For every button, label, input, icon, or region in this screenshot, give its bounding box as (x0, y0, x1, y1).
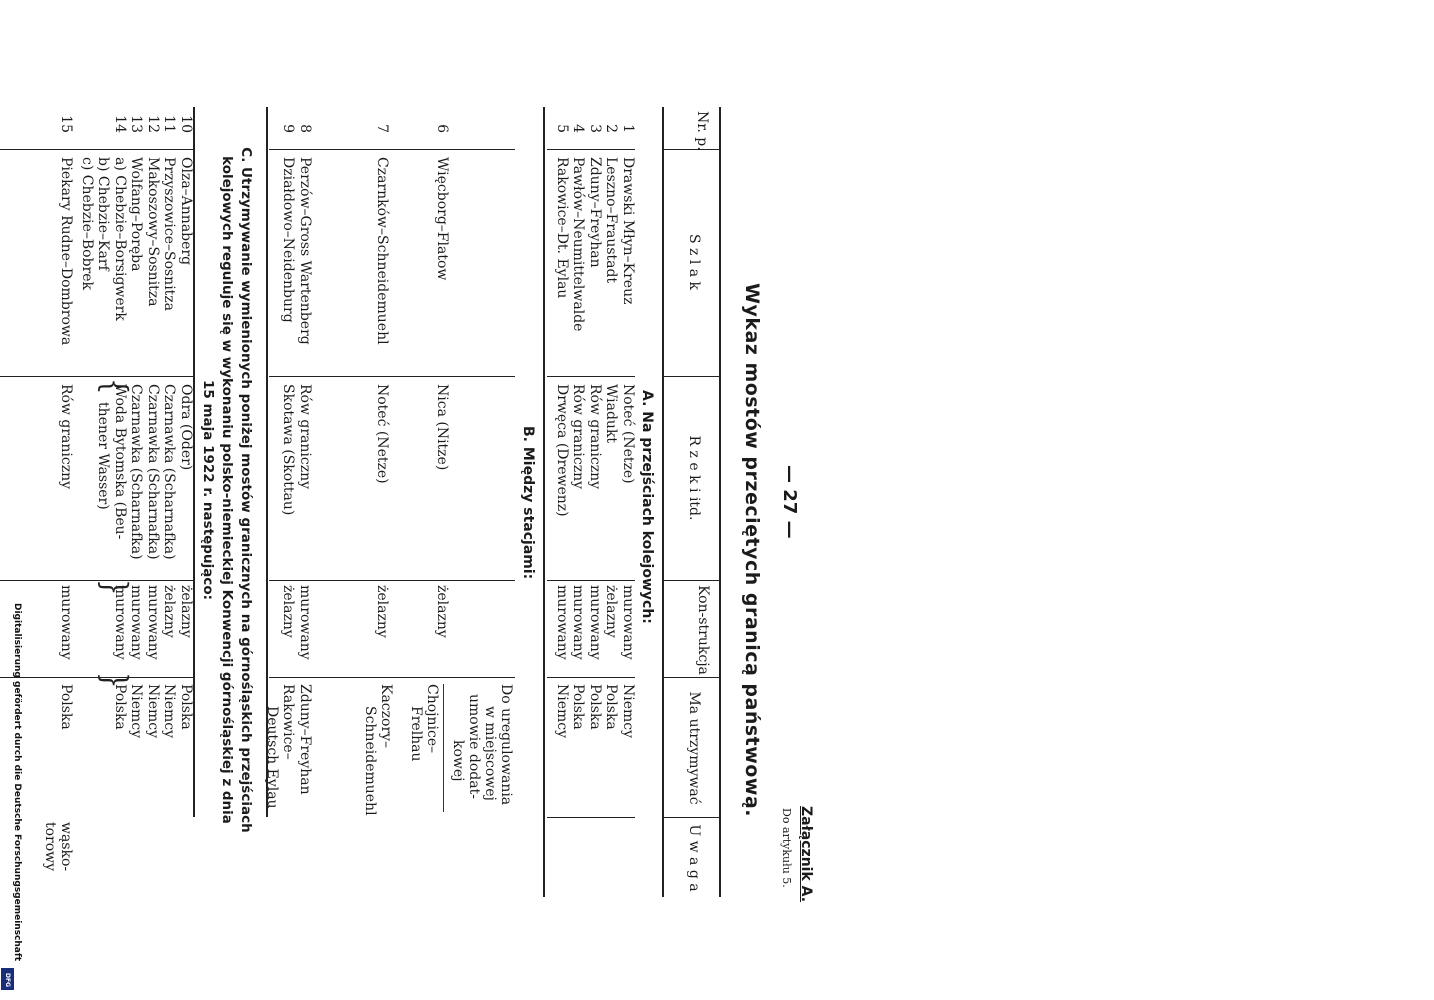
attachment-title: Załącznik A. (798, 806, 814, 903)
table-row: 1 2 3 4 5 (554, 124, 636, 133)
section-a-title: A. Na przejściach kolejowych: (639, 390, 655, 624)
table-row: 15 (58, 115, 74, 133)
section-a-rzeka-col: Noteć (Netze) Wiadukt Rów graniczny Rów graniczny Drwęca (Drewenz) (554, 384, 636, 517)
table-row: 7 (374, 124, 390, 133)
section-a-konstrukcja-col: murowany żelazny murowany murowany murowany (554, 585, 636, 660)
brace-icon: { (94, 378, 134, 395)
header-szlak: S z l a k (686, 233, 702, 291)
funding-note: Digitalisierung gefördert durch die Deutsche Forschungsgemeinschaft (12, 603, 22, 962)
section-a-bottom-rule (543, 107, 545, 897)
section-c-title: C. Utrzymywanie wymienionych poniżej mostów granicznych na górnośląskich przejściach kolejowych reguluje się w wykonaniu polsko-niemieckiej Konwencji górnośląskiej z dnia 15 maja 1922 r. następująco: (200, 147, 254, 833)
table-row: Więcborg–Flatow (434, 157, 450, 281)
header-rzeki: R z e k i itd. (686, 435, 702, 521)
header-utrzymywac: Ma utrzymywać (686, 691, 702, 805)
rotated-document: — 27 — Załącznik A. Do artykułu 5. Wykaz mostów przeciętych granicą państwową. Nr. p. S z l a k R z e k i itd. Kon-strukcja Ma utrzymywać U w a g a A. Na przejściach kolejowych: 1 2 3 4 5 Drawski Młyn–Kreuz Leszno–Fraustadt Zduny–Freyhan Pawłów–Neumittelwalde Rakowice–Dt. Eylau Noteć (Netze) Wiadukt Rów graniczny Rów graniczny Drwęca (Drewenz) murowany żelazny murowany murowany murowany Niemcy Polska Polska Polska Niemcy B. Między stacjami: Do uregulowania w miejscowej umowie dodat- kowej 6 Więcborg–Flatow Nica (Nitze) żelazny Chojnice– Frelhau 7 Czarnków–Schneidemuehl Noteć (Netze) żelazny Kaczory– Schneidemuehl 8 9 Perzów–Gross Wartenberg Działdowo–Neidenburg Rów graniczny Skotawa (Skottau) murowany żelazny Zduny–Freyhan Rakowice– Deutsch Eylau C. Utrzymywanie wymienionych poniżej mostów granicznych na górnośląskich przejściach kolejowych reguluje się w wykonaniu polsko-niemieckiej Konwencji górnośląskiej z dnia 15 maja 1922 r. następująco: 10 11 12 13 14 Olza–Annaberg Przyszowice–Sosnitza Makoszowy–Sosnitza Wolfang–Poręba a) Chebzie–Borsigwerk b) Chebzie–Karf c) Chebzie–Bobrek Odra (Oder) Czarnawka (Scharnafka) Czarnawka (Scharnafka) Czarnawka (Scharnafka) Woda Bytomska (Beu- thener Wasser) żelazny żelazny murowany murowany murowany Polska Niemcy Niemcy Niemcy Polska { } } 15 Piekary Rudne–Dombrowa Rów graniczny murowany Polska wąsko- torowy (0, 0, 834, 1000)
section-a-szlak-col: Drawski Młyn–Kreuz Leszno–Fraustadt Zduny–Freyhan Pawłów–Neumittelwalde Rakowice–Dt. Eylau (554, 157, 636, 332)
section-b-bottom-rule (266, 107, 268, 817)
document-title: Wykaz mostów przeciętych granicą państwową. (741, 283, 763, 817)
section-b-title: B. Między stacjami: (520, 426, 536, 580)
brace-icon: } (94, 672, 134, 689)
page-number: — 27 — (779, 465, 800, 539)
header-konstrukcja: Kon-strukcja (695, 585, 711, 675)
table-top-rule (719, 107, 721, 897)
section-c-utrzymywac-col: Polska Niemcy Niemcy Niemcy Polska (112, 684, 194, 739)
dfg-logo: DFG (1, 968, 14, 990)
row15-uwaga: wąsko- torowy (42, 822, 74, 872)
header-nr: Nr. p. (694, 111, 710, 151)
table-row: 8 9 (280, 124, 313, 133)
brace-icon: } (94, 579, 134, 596)
section-a-utrzymywac-col: Niemcy Polska Polska Polska Niemcy (554, 684, 636, 739)
section-b-note: Do uregulowania w miejscowej umowie dodat- kowej (450, 684, 514, 806)
section-c-szlak-col: Olza–Annaberg Przyszowice–Sosnitza Makoszowy–Sosnitza Wolfang–Poręba a) Chebzie–Borsigwerk b) Chebzie–Karf c) Chebzie–Bobrek (79, 157, 194, 321)
header-uwaga: U w a g a (686, 824, 702, 892)
section-c-rzeka-col: Odra (Oder) Czarnawka (Scharnafka) Czarnawka (Scharnafka) Czarnawka (Scharnafka) Woda Bytomska (Beu- thener Wasser) (95, 384, 194, 560)
attachment-subtitle: Do artykułu 5. (780, 808, 793, 888)
section-c-konstrukcja-col: żelazny żelazny murowany murowany murowany (112, 585, 194, 660)
table-row: 6 (434, 124, 450, 133)
table-header-rule (662, 107, 664, 897)
table-row: 10 11 12 13 14 (112, 115, 194, 133)
